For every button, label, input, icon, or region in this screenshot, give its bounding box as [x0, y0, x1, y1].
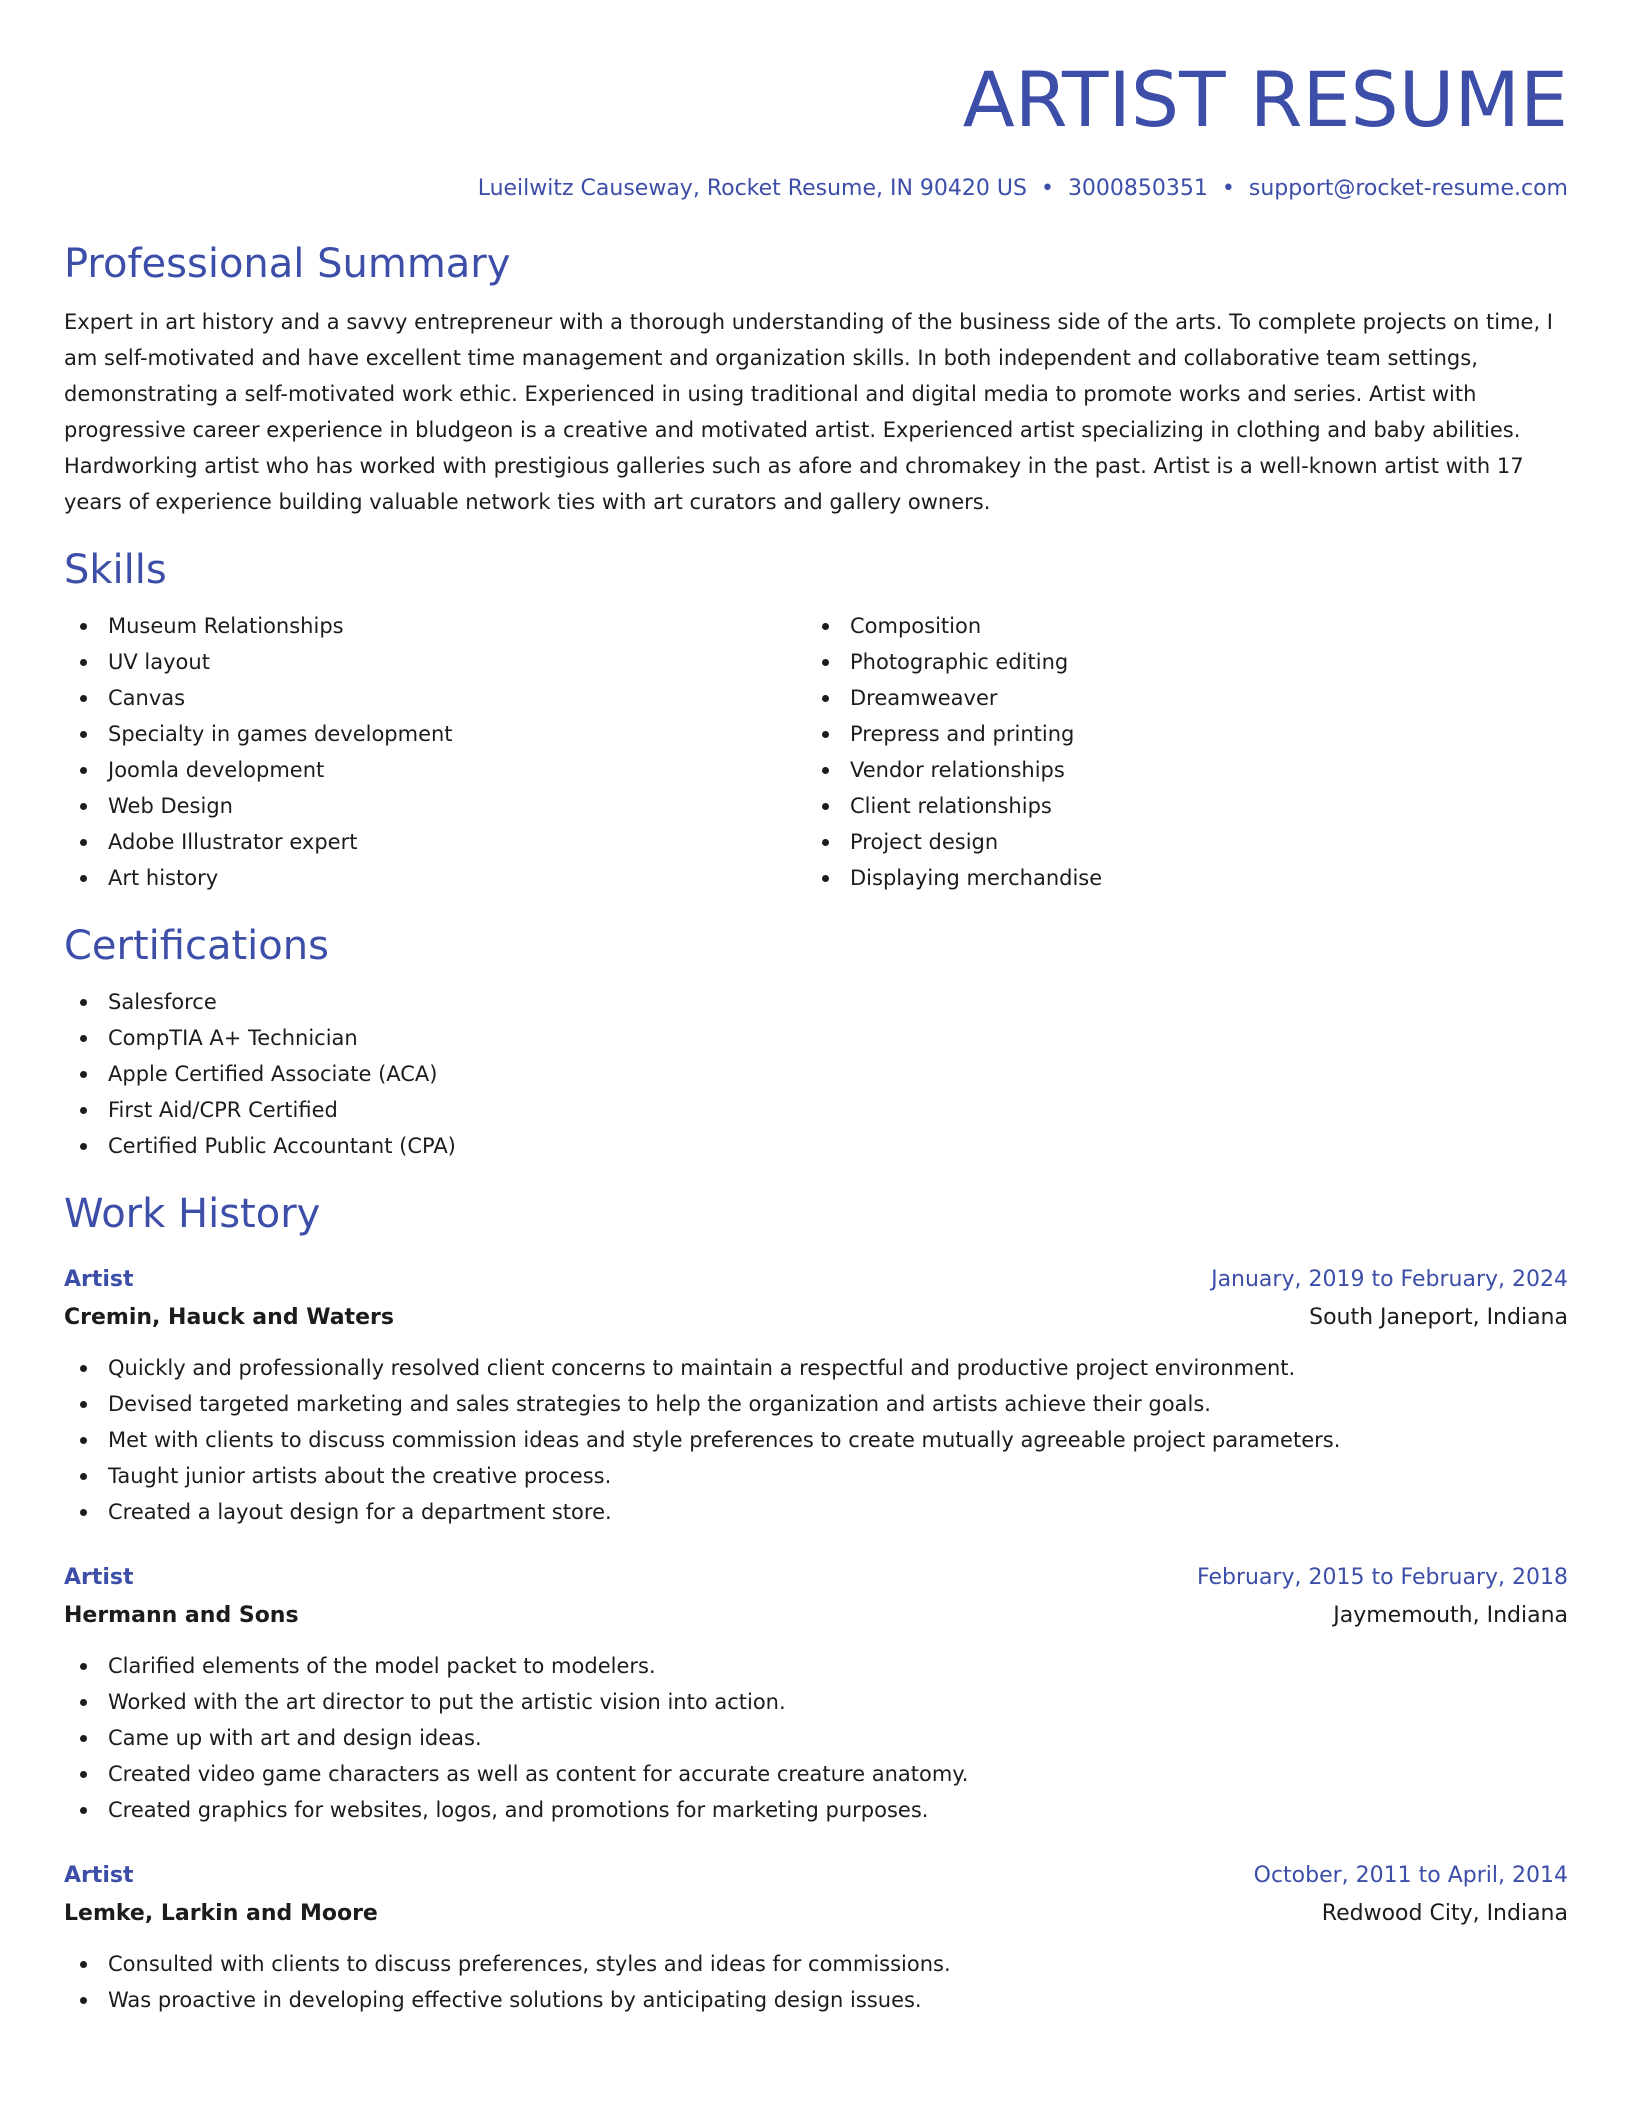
contact-separator: • [1221, 176, 1235, 201]
job-bullet: Quickly and professionally resolved client concerns to maintain a respectful and productive project environment. [64, 1350, 1568, 1386]
resume-page [64, 0, 1568, 2112]
certification-item: CompTIA A+ Technician [64, 1020, 1568, 1056]
skill-item: Dreamweaver [806, 680, 1548, 716]
job-bullet: Was proactive in developing effective solutions by anticipating design issues. [64, 1982, 1568, 2018]
job-title: Artist [64, 1267, 134, 1293]
certifications-list [64, 984, 1568, 1164]
work-history-heading: Work History [64, 1191, 321, 1238]
job-bullets [64, 1946, 1568, 2018]
certification-item: Salesforce [64, 984, 1568, 1020]
contact-address: Lueilwitz Causeway, Rocket Resume, IN 90420 US [477, 176, 1027, 201]
job-bullet: Created a layout design for a department store. [64, 1494, 1568, 1530]
skill-item: Photographic editing [806, 644, 1548, 680]
job-entry [64, 1858, 1568, 2018]
skill-item: Joomla development [64, 752, 806, 788]
job-header-row [64, 1262, 1568, 1298]
job-title: Artist [64, 1565, 134, 1591]
contact-email: support@rocket-resume.com [1248, 176, 1568, 201]
job-bullet: Taught junior artists about the creative process. [64, 1458, 1568, 1494]
job-bullet: Met with clients to discuss commission ideas and style preferences to create mutually agreeable project parameters. [64, 1422, 1568, 1458]
job-location: South Janeport, Indiana [1309, 1305, 1568, 1331]
certification-item: Certified Public Accountant (CPA) [64, 1128, 1568, 1164]
contact-phone: 3000850351 [1067, 176, 1208, 201]
job-company: Lemke, Larkin and Moore [64, 1901, 378, 1927]
skill-item: Museum Relationships [64, 608, 806, 644]
job-bullets [64, 1648, 1568, 1828]
job-bullet: Clarified elements of the model packet to modelers. [64, 1648, 1568, 1684]
certification-item: First Aid/CPR Certified [64, 1092, 1568, 1128]
certification-item: Apple Certified Associate (ACA) [64, 1056, 1568, 1092]
job-dates: February, 2015 to February, 2018 [1197, 1565, 1568, 1591]
job-bullet: Came up with art and design ideas. [64, 1720, 1568, 1756]
job-header-row [64, 1858, 1568, 1894]
job-location: Jaymemouth, Indiana [1333, 1603, 1568, 1629]
skill-item: Composition [806, 608, 1548, 644]
job-company: Cremin, Hauck and Waters [64, 1305, 394, 1331]
job-title: Artist [64, 1863, 134, 1889]
resume-title: ARTIST RESUME [962, 55, 1568, 144]
skill-item: Vendor relationships [806, 752, 1548, 788]
job-company-row [64, 1596, 1568, 1636]
summary-text: Expert in art history and a savvy entrepreneur with a thorough understanding of the business side of the arts. To complete projects on time, I am self-motivated and have excellent time management and organization skills. In both independent and collaborative team settings, demonstrating a self-motivated work ethic. Experienced in using traditional and digital media to promote works and series. Artist with progressive career experience in bludgeon is a creative and motivated artist. Experienced artist specializing in clothing and baby abilities. Hardworking artist who has worked with prestigious galleries such as afore and chromakey in the past. Artist is a well-known artist with 17 years of experience building valuable network ties with art curators and gallery owners. [64, 310, 1554, 515]
certifications-heading: Certifications [64, 923, 329, 970]
skill-item: Adobe Illustrator expert [64, 824, 806, 860]
job-bullet: Created video game characters as well as content for accurate creature anatomy. [64, 1756, 1568, 1792]
skill-item: Art history [64, 860, 806, 896]
skill-item: Project design [806, 824, 1548, 860]
job-bullet: Devised targeted marketing and sales strategies to help the organization and artists achieve their goals. [64, 1386, 1568, 1422]
job-bullet: Created graphics for websites, logos, and promotions for marketing purposes. [64, 1792, 1568, 1828]
job-bullet: Consulted with clients to discuss preferences, styles and ideas for commissions. [64, 1946, 1568, 1982]
job-entry [64, 1262, 1568, 1530]
job-bullet: Worked with the art director to put the artistic vision into action. [64, 1684, 1568, 1720]
contact-line [64, 176, 1568, 202]
skills-columns [64, 608, 1568, 896]
summary-heading: Professional Summary [64, 241, 511, 288]
skill-item: UV layout [64, 644, 806, 680]
skills-list-left [64, 608, 806, 896]
skill-item: Client relationships [806, 788, 1548, 824]
skill-item: Prepress and printing [806, 716, 1548, 752]
job-header-row [64, 1560, 1568, 1596]
job-location: Redwood City, Indiana [1321, 1901, 1568, 1927]
job-bullets [64, 1350, 1568, 1530]
skills-heading: Skills [64, 547, 167, 594]
skill-item: Canvas [64, 680, 806, 716]
job-dates: October, 2011 to April, 2014 [1253, 1863, 1568, 1889]
job-company-row [64, 1894, 1568, 1934]
skills-list-right [806, 608, 1548, 896]
job-dates: January, 2019 to February, 2024 [1211, 1267, 1568, 1293]
skill-item: Displaying merchandise [806, 860, 1548, 896]
job-company: Hermann and Sons [64, 1603, 299, 1629]
job-entry [64, 1560, 1568, 1828]
job-company-row [64, 1298, 1568, 1338]
skill-item: Web Design [64, 788, 806, 824]
contact-separator: • [1040, 176, 1054, 201]
skill-item: Specialty in games development [64, 716, 806, 752]
